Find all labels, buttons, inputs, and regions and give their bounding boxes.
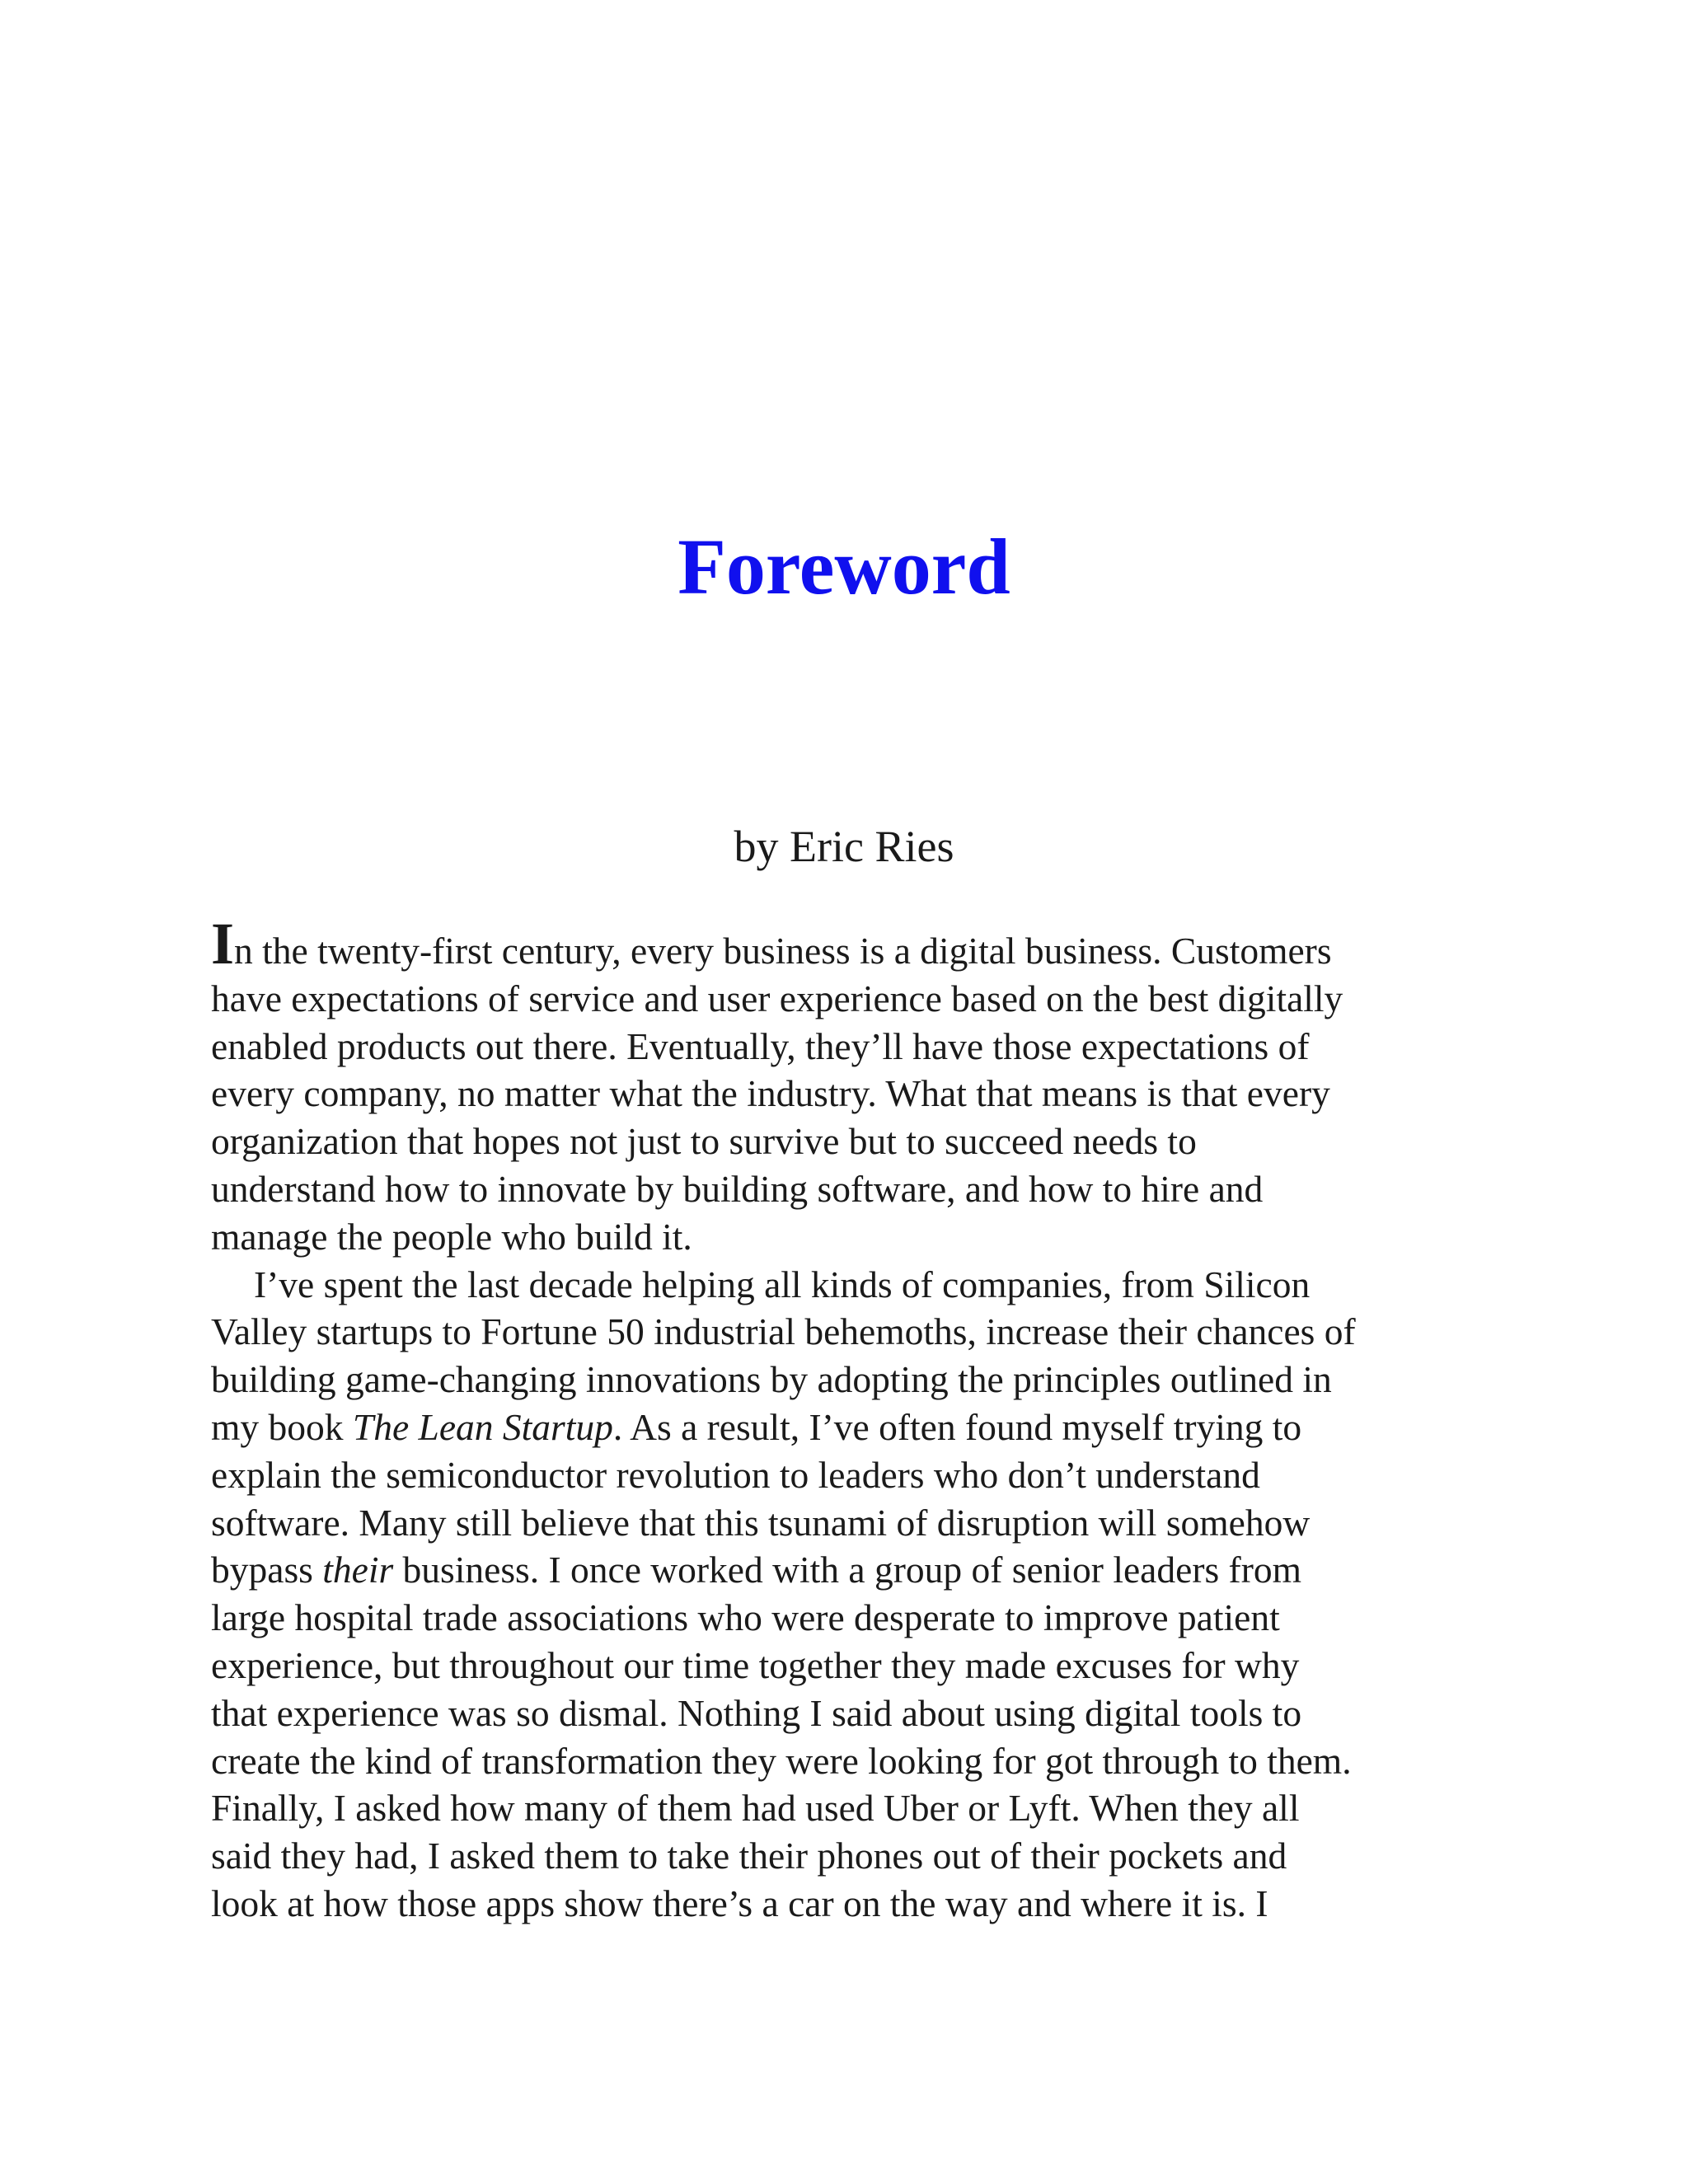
paragraph-2-text: . As a result, I’ve often found myself trying to <box>612 1405 1302 1448</box>
paragraph-2-line: software. Many still believe that this tsunami of disruption will somehow <box>211 1501 1311 1544</box>
paragraph-2-line: that experience was so dismal. Nothing I said about using digital tools to <box>211 1691 1302 1734</box>
paragraph-1-line: every company, no matter what the industry. What that means is that every <box>211 1072 1330 1115</box>
paragraph-2-text: business. I once worked with a group of senior leaders from <box>393 1549 1301 1591</box>
paragraph-2-line: Finally, I asked how many of them had used Uber or Lyft. When they all <box>211 1787 1300 1830</box>
paragraph-2-line: experience, but throughout our time together they made excuses for why <box>211 1643 1300 1686</box>
paragraph-2-line: I’ve spent the last decade helping all kinds of companies, from Silicon <box>254 1263 1311 1305</box>
paragraph-2-line: create the kind of transformation they were looking for got through to them. <box>211 1739 1352 1782</box>
paragraph-1-line: enabled products out there. Eventually, they’ll have those expectations of <box>211 1024 1310 1067</box>
paragraph-1-line-text: n the twenty-first century, every business is a digital business. Customers <box>234 930 1332 972</box>
paragraph-2-line <box>211 1546 1497 1594</box>
author-byline: by Eric Ries <box>734 822 954 871</box>
drop-cap: I <box>211 911 235 977</box>
paragraph-2-line: large hospital trade associations who were desperate to improve patient <box>211 1596 1280 1639</box>
paragraph-2-line: look at how those apps show there’s a car on the way and where it is. I <box>211 1882 1268 1924</box>
paragraph-1-line: manage the people who build it. <box>211 1215 692 1258</box>
paragraph-2-text: bypass <box>211 1549 323 1591</box>
paragraph-1 <box>211 911 1497 1261</box>
paragraph-2-line: building game-changing innovations by adopting the principles outlined in <box>211 1358 1332 1401</box>
book-title-italic: The Lean Startup <box>352 1405 613 1448</box>
paragraph-2 <box>211 1261 1497 1928</box>
chapter-body <box>211 911 1497 1928</box>
paragraph-1-line <box>211 911 1497 977</box>
paragraph-1-line: organization that hopes not just to survive but to succeed needs to <box>211 1120 1197 1163</box>
paragraph-2-line: explain the semiconductor revolution to leaders who don’t understand <box>211 1453 1260 1496</box>
emphasis-italic: their <box>322 1549 394 1591</box>
paragraph-2-line: Valley startups to Fortune 50 industrial behemoths, increase their chances of <box>211 1310 1356 1353</box>
paragraph-1-line: have expectations of service and user experience based on the best digitally <box>211 977 1343 1019</box>
paragraph-2-line: said they had, I asked them to take their phones out of their pockets and <box>211 1835 1287 1877</box>
paragraph-2-text: my book <box>211 1405 353 1448</box>
paragraph-2-line <box>211 1404 1497 1451</box>
chapter-title: Foreword <box>678 523 1010 611</box>
paragraph-1-line: understand how to innovate by building software, and how to hire and <box>211 1167 1264 1210</box>
